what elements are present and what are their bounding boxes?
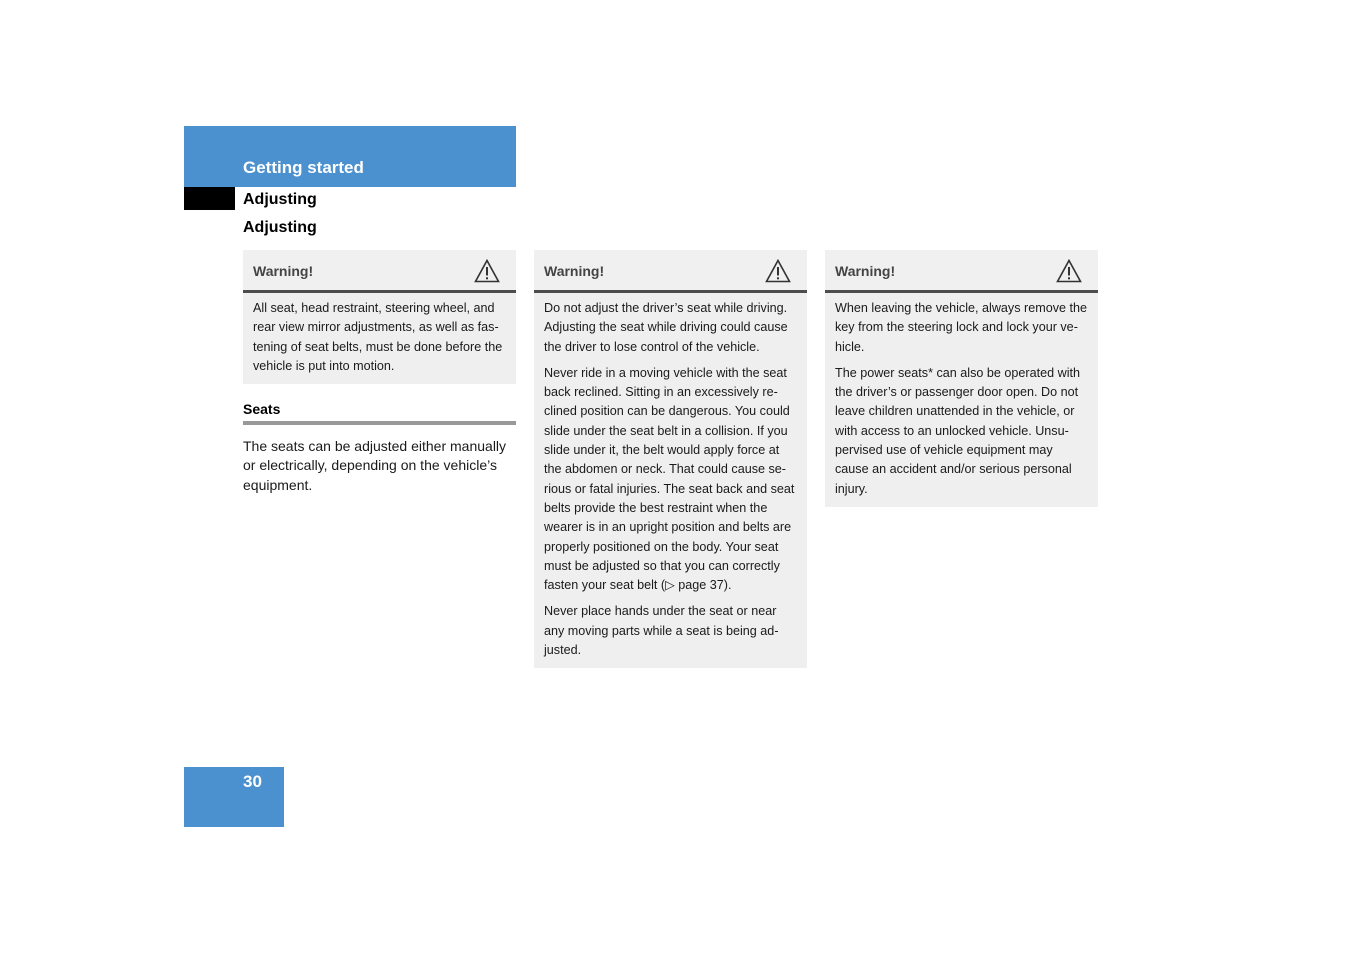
seats-divider <box>243 421 516 425</box>
warning-paragraph: Do not adjust the driver’s seat while driving. Adjusting the seat while driving could cause the driver to lose control of the vehicle. <box>544 301 788 354</box>
warning-header <box>243 250 516 293</box>
chapter-title: Getting started <box>243 158 364 177</box>
page-number: 30 <box>243 772 262 791</box>
warning-triangle-icon <box>765 259 791 283</box>
warning-paragraph: Never ride in a moving vehicle with the seat back reclined. Sitting in an excessively re-clined position can be dangerous. You could slide under the seat belt in a collision. If you slide under it, the belt would apply force at the abdomen or neck. That could cause se-rious or fatal injuries. The seat back and seat belts provide the best restraint when the wearer is in an upright position and belts are properly positioned on the body. Your seat must be adjusted so that you can correctly fasten your seat belt (▷ page 37). <box>544 365 795 593</box>
page-heading: Adjusting <box>243 219 317 236</box>
section-title: Adjusting <box>243 191 317 208</box>
warning-header <box>825 250 1098 293</box>
warning-box-1 <box>243 250 516 384</box>
page-number-band <box>184 767 284 827</box>
warning-box-3 <box>825 250 1098 507</box>
warning-body <box>534 293 807 668</box>
warning-paragraph: When leaving the vehicle, always remove the key from the steering lock and lock your ve-hicle. <box>835 301 1088 354</box>
warning-label: Warning! <box>544 263 605 279</box>
warning-body <box>243 293 516 384</box>
warning-label: Warning! <box>835 263 896 279</box>
warning-paragraph: All seat, head restraint, steering wheel, and rear view mirror adjustments, as well as fas-tening of seat belts, must be done before the vehicle is put into motion. <box>253 301 503 373</box>
warning-header <box>534 250 807 293</box>
warning-triangle-icon <box>1056 259 1082 283</box>
seats-heading: Seats <box>243 401 281 417</box>
warning-body <box>825 293 1098 507</box>
warning-triangle-icon <box>474 259 500 283</box>
warning-paragraph: The power seats* can also be operated with the driver’s or passenger door open. Do not leave children unattended in the vehicle, or with access to an unlocked vehicle. Unsu-pervised use of vehicle equipment may cause an accident and/or serious personal injury. <box>835 365 1081 496</box>
section-marker <box>184 187 235 210</box>
seats-text: The seats can be adjusted either manually or electrically, depending on the vehicle’s equipment. <box>243 438 507 493</box>
warning-label: Warning! <box>253 263 314 279</box>
warning-paragraph: Never place hands under the seat or near any moving parts while a seat is being ad-justed. <box>544 604 779 658</box>
warning-box-2 <box>534 250 807 668</box>
